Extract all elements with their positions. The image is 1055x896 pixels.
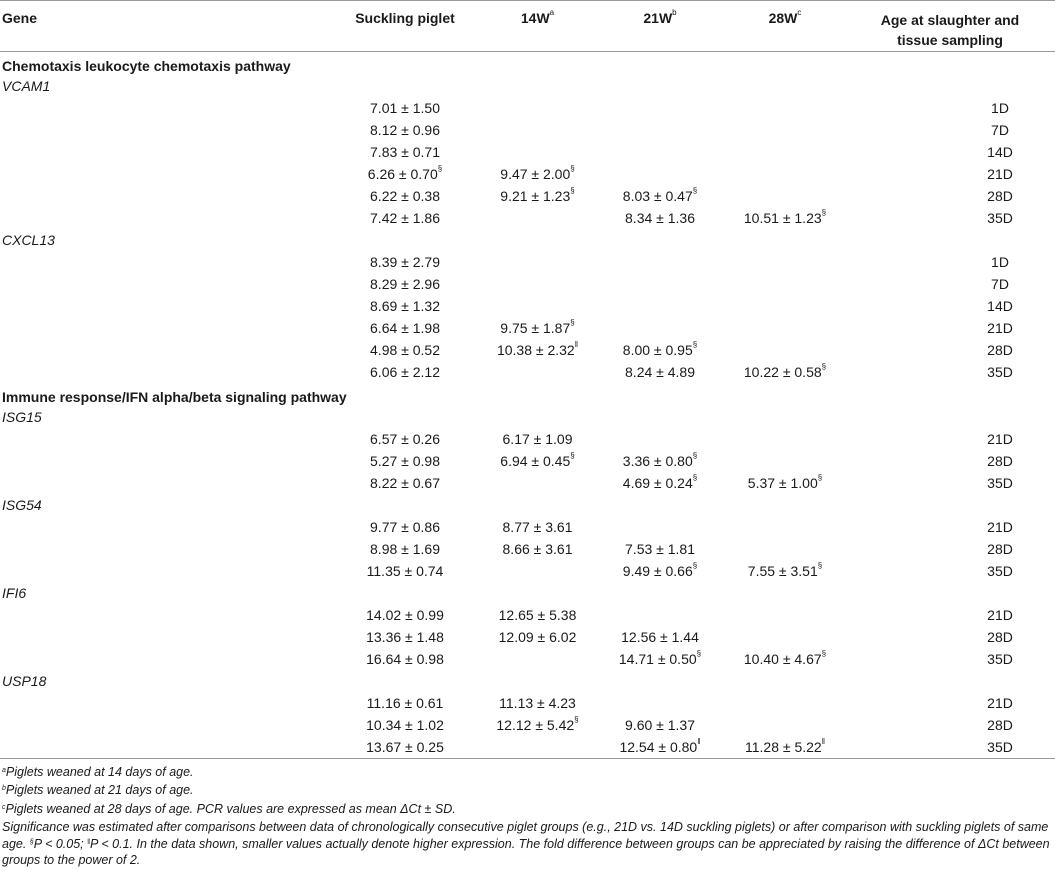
cell-28w: 10.51 ± 1.23§ xyxy=(743,208,827,226)
cell-28w xyxy=(725,516,845,538)
table-row xyxy=(0,450,1055,472)
cell-21w: 9.60 ± 1.37 xyxy=(625,717,695,733)
cell-14w xyxy=(480,97,595,119)
cell-age: 1D xyxy=(991,254,1009,270)
cell-age: 28D xyxy=(987,453,1013,469)
cell-14w: 6.94 ± 0.45§ xyxy=(500,451,575,469)
gene-name: VCAM1 xyxy=(2,78,51,94)
table-row xyxy=(0,273,1055,295)
cell-age: 28D xyxy=(987,717,1013,733)
cell-14w: 8.77 ± 3.61 xyxy=(502,519,573,535)
cell-21w xyxy=(595,273,725,295)
cell-28w xyxy=(725,450,845,472)
cell-14w xyxy=(480,207,595,229)
cell-28w xyxy=(725,604,845,626)
cell-28w xyxy=(725,119,845,141)
cell-14w: 8.66 ± 3.61 xyxy=(502,541,573,557)
header-gene: Gene xyxy=(0,1,330,52)
table-row xyxy=(0,251,1055,273)
cell-28w xyxy=(725,339,845,361)
cell-suckling: 13.36 ± 1.48 xyxy=(366,629,444,645)
cell-21w: 8.34 ± 1.36 xyxy=(625,210,695,226)
header-28w: $28W^c$ xyxy=(725,1,845,52)
cell-21w xyxy=(595,251,725,273)
cell-21w: 12.56 ± 1.44 xyxy=(621,629,699,645)
cell-suckling: 8.39 ± 2.79 xyxy=(370,254,440,270)
table-row xyxy=(0,472,1055,494)
table-row xyxy=(0,714,1055,736)
gene-spacer-cell xyxy=(0,119,330,141)
gene-spacer-cell xyxy=(0,692,330,714)
cell-suckling: 4.98 ± 0.52 xyxy=(370,342,440,358)
table-row xyxy=(0,604,1055,626)
cell-age: 14D xyxy=(987,298,1013,314)
gene-row xyxy=(0,582,1055,604)
section-row xyxy=(0,52,1055,76)
table-row xyxy=(0,538,1055,560)
cell-28w xyxy=(725,317,845,339)
cell-14w: 10.38 ± 2.32‖ xyxy=(496,340,579,358)
cell-28w xyxy=(725,714,845,736)
cell-21w xyxy=(595,516,725,538)
gene-spacer-cell xyxy=(0,516,330,538)
cell-suckling: 6.06 ± 2.12 xyxy=(370,364,440,380)
cell-14w xyxy=(480,736,595,758)
table-row xyxy=(0,361,1055,383)
header-21w: $21W^b$ xyxy=(595,1,725,52)
gene-spacer-cell xyxy=(0,207,330,229)
gene-name: CXCL13 xyxy=(2,232,55,248)
cell-21w xyxy=(595,428,725,450)
gene-row xyxy=(0,670,1055,692)
section-title: Immune response/IFN alpha/beta signaling pathway xyxy=(2,389,347,405)
cell-21w: 14.71 ± 0.50§ xyxy=(618,649,702,667)
cell-suckling: 8.29 ± 2.96 xyxy=(370,276,440,292)
cell-age: 35D xyxy=(987,364,1013,380)
gene-spacer-cell xyxy=(0,648,330,670)
gene-spacer-cell xyxy=(0,450,330,472)
table-row xyxy=(0,736,1055,758)
cell-suckling: 5.27 ± 0.98 xyxy=(370,453,440,469)
table-row xyxy=(0,648,1055,670)
cell-suckling: 11.16 ± 0.61 xyxy=(366,695,444,711)
cell-age: 21D xyxy=(987,320,1013,336)
cell-28w: 7.55 ± 3.51§ xyxy=(747,561,823,579)
gene-spacer-cell xyxy=(0,361,330,383)
cell-28w xyxy=(725,692,845,714)
footnote-significance: Significance was estimated after comparisons between data of chronologically consecutive piglet groups (e.g., 21D vs. 14D suckling piglets) or after comparison with suckling piglets of same age. §P < 0.05; ‖P < 0.1. In the data shown, smaller values actually denote higher expression. The fold difference between groups can be appreciated by raising the difference of ΔCt between groups to the power of 2. xyxy=(2,820,1050,867)
gene-spacer-cell xyxy=(0,317,330,339)
table-body xyxy=(0,52,1055,759)
cell-21w: 8.24 ± 4.89 xyxy=(625,364,695,380)
cell-14w xyxy=(480,141,595,163)
cell-suckling: 9.77 ± 0.86 xyxy=(370,519,440,535)
cell-14w xyxy=(480,648,595,670)
table-row xyxy=(0,185,1055,207)
cell-14w xyxy=(480,251,595,273)
cell-14w: 12.09 ± 6.02 xyxy=(498,629,577,645)
table-row xyxy=(0,516,1055,538)
cell-age: 28D xyxy=(987,188,1013,204)
cell-14w: 6.17 ± 1.09 xyxy=(502,431,573,447)
cell-suckling: 8.12 ± 0.96 xyxy=(370,122,440,138)
cell-age: 28D xyxy=(987,629,1013,645)
table-footnotes xyxy=(0,759,1055,869)
gene-name: ISG15 xyxy=(2,409,42,425)
cell-suckling: 6.22 ± 0.38 xyxy=(370,188,440,204)
gene-row xyxy=(0,229,1055,251)
cell-suckling: 8.98 ± 1.69 xyxy=(370,541,440,557)
cell-28w xyxy=(725,251,845,273)
gene-spacer-cell xyxy=(0,273,330,295)
gene-spacer-cell xyxy=(0,604,330,626)
section-title: Chemotaxis leukocyte chemotaxis pathway xyxy=(2,58,291,74)
cell-suckling: 7.83 ± 0.71 xyxy=(370,144,440,160)
cell-21w: 3.36 ± 0.80§ xyxy=(622,451,698,469)
table-row xyxy=(0,207,1055,229)
table-row xyxy=(0,317,1055,339)
cell-14w: 9.47 ± 2.00§ xyxy=(500,164,575,182)
cell-suckling: 8.69 ± 1.32 xyxy=(370,298,440,314)
gene-spacer-cell xyxy=(0,251,330,273)
cell-21w xyxy=(595,163,725,185)
gene-spacer-cell xyxy=(0,428,330,450)
cell-14w xyxy=(480,273,595,295)
cell-28w xyxy=(725,538,845,560)
table-row xyxy=(0,97,1055,119)
cell-age: 35D xyxy=(987,210,1013,226)
cell-14w xyxy=(480,295,595,317)
cell-21w: 4.69 ± 0.24§ xyxy=(622,473,698,491)
cell-age: 14D xyxy=(987,144,1013,160)
gene-spacer-cell xyxy=(0,626,330,648)
gene-row xyxy=(0,494,1055,516)
cell-age: 21D xyxy=(987,607,1013,623)
cell-28w xyxy=(725,185,845,207)
cell-28w xyxy=(725,295,845,317)
table-row xyxy=(0,626,1055,648)
cell-28w xyxy=(725,626,845,648)
cell-21w xyxy=(595,97,725,119)
cell-21w xyxy=(595,141,725,163)
cell-suckling: 14.02 ± 0.99 xyxy=(366,607,444,623)
cell-suckling: 6.26 ± 0.70§ xyxy=(367,164,443,182)
table-row xyxy=(0,163,1055,185)
cell-age: 1D xyxy=(991,100,1009,116)
cell-age: 28D xyxy=(987,342,1013,358)
cell-14w: 9.75 ± 1.87§ xyxy=(500,318,575,336)
table-row xyxy=(0,692,1055,714)
cell-suckling: 10.34 ± 1.02 xyxy=(366,717,444,733)
cell-suckling: 16.64 ± 0.98 xyxy=(366,651,444,667)
cell-suckling: 8.22 ± 0.67 xyxy=(370,475,440,491)
cell-age: 35D xyxy=(987,475,1013,491)
gene-spacer-cell xyxy=(0,472,330,494)
cell-28w xyxy=(725,273,845,295)
gene-spacer-cell xyxy=(0,538,330,560)
cell-21w xyxy=(595,317,725,339)
cell-suckling: 6.57 ± 0.26 xyxy=(370,431,440,447)
cell-28w xyxy=(725,428,845,450)
cell-28w: 11.28 ± 5.22‖ xyxy=(725,736,845,758)
gene-name: ISG54 xyxy=(2,497,42,513)
cell-age: 21D xyxy=(987,431,1013,447)
table-row xyxy=(0,560,1055,582)
cell-21w: 8.00 ± 0.95§ xyxy=(622,340,698,358)
cell-age: 21D xyxy=(987,166,1013,182)
cell-21w xyxy=(595,295,725,317)
cell-suckling: 13.67 ± 0.25 xyxy=(330,736,480,758)
gene-spacer-cell xyxy=(0,185,330,207)
cell-14w: 11.13 ± 4.23 xyxy=(499,695,576,711)
cell-age: 7D xyxy=(991,122,1009,138)
header-suckling: Suckling piglet xyxy=(330,1,480,52)
cell-14w xyxy=(480,119,595,141)
gene-row xyxy=(0,406,1055,428)
cell-28w xyxy=(725,97,845,119)
cell-21w: 12.54 ± 0.80‖ xyxy=(595,736,725,758)
footnote-b: $^b$Piglets weaned at 21 days of age. xyxy=(2,783,194,797)
gene-name: IFI6 xyxy=(2,585,27,601)
header-14w: $14W^a$ xyxy=(480,1,595,52)
cell-28w xyxy=(725,141,845,163)
cell-21w xyxy=(595,119,725,141)
cell-age: 35D xyxy=(987,651,1013,667)
cell-28w: 10.40 ± 4.67§ xyxy=(743,649,827,667)
gene-spacer-cell xyxy=(0,295,330,317)
cell-28w: 10.22 ± 0.58§ xyxy=(743,362,827,380)
section-row xyxy=(0,383,1055,406)
gene-row xyxy=(0,75,1055,97)
cell-14w: 12.65 ± 5.38 xyxy=(498,607,577,623)
gene-spacer-cell xyxy=(0,736,330,758)
cell-suckling: 7.01 ± 1.50 xyxy=(370,100,440,116)
cell-14w xyxy=(480,361,595,383)
cell-14w: 9.21 ± 1.23§ xyxy=(500,186,575,204)
gene-spacer-cell xyxy=(0,560,330,582)
cell-age: 21D xyxy=(987,519,1013,535)
table-row xyxy=(0,141,1055,163)
cell-21w: 7.53 ± 1.81 xyxy=(625,541,695,557)
table-row xyxy=(0,428,1055,450)
gene-spacer-cell xyxy=(0,339,330,361)
table-row xyxy=(0,119,1055,141)
cell-14w xyxy=(480,472,595,494)
cell-14w xyxy=(480,560,595,582)
gene-spacer-cell xyxy=(0,714,330,736)
cell-suckling: 7.42 ± 1.86 xyxy=(370,210,440,226)
table-row xyxy=(0,295,1055,317)
cell-age: 21D xyxy=(987,695,1013,711)
gene-spacer-cell xyxy=(0,97,330,119)
cell-age: 7D xyxy=(991,276,1009,292)
cell-28w xyxy=(725,163,845,185)
cell-21w xyxy=(595,692,725,714)
gene-spacer-cell xyxy=(0,141,330,163)
footnote-a: $^a$Piglets weaned at 14 days of age. xyxy=(2,764,194,779)
table-header-row xyxy=(0,1,1055,52)
table-row xyxy=(0,339,1055,361)
cell-21w: 8.03 ± 0.47§ xyxy=(622,186,698,204)
cell-suckling: 11.35 ± 0.74 xyxy=(366,563,444,579)
cell-age: 35D xyxy=(845,736,1055,758)
cell-21w: 9.49 ± 0.66§ xyxy=(622,561,698,579)
cell-21w xyxy=(595,604,725,626)
cell-28w: 5.37 ± 1.00§ xyxy=(747,473,823,491)
cell-14w: 12.12 ± 5.42§ xyxy=(496,715,579,733)
cell-age: 35D xyxy=(987,563,1013,579)
cell-age: 28D xyxy=(987,541,1013,557)
footnote-c: $^c$Piglets weaned at 28 days of age. PCR values are expressed as mean ΔCt ± SD. xyxy=(2,801,456,816)
gene-name: USP18 xyxy=(2,673,47,689)
header-age: Age at slaughter and tissue sampling xyxy=(845,1,1055,52)
cell-suckling: 6.64 ± 1.98 xyxy=(370,320,440,336)
gene-spacer-cell xyxy=(0,163,330,185)
